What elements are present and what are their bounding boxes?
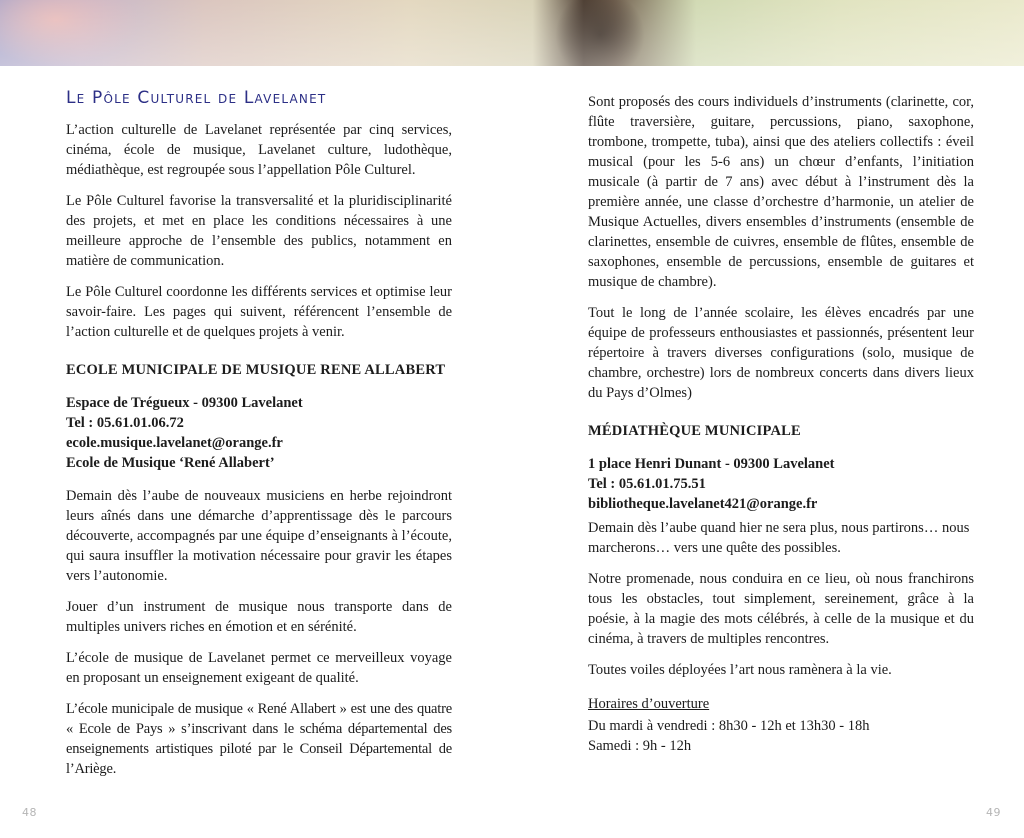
library-phone[interactable]: Tel : 05.61.01.75.51 <box>588 476 706 492</box>
library-contact <box>588 454 974 514</box>
library-paragraph: Toutes voiles déployées l’art nous ramènera à la vie. <box>588 662 892 678</box>
music-school-paragraph: L’école de musique de Lavelanet permet ce merveilleux voyage en proposant un enseignement exigeant de qualité. <box>66 650 452 686</box>
opening-hours-title: Horaires d’ouverture <box>588 696 710 712</box>
header-banner-image <box>0 0 1024 66</box>
music-school-paragraph: Demain dès l’aube de nouveaux musiciens en herbe rejoindront leurs aînés dans une démarche d’apprentissage dès le parcours découverte, accompagnés par une équipe d’enseignants à l’écoute, qui saura insuffler la motivation nécessaire pour gravir les étapes vers l’autonomie. <box>66 488 452 584</box>
music-school-address: Espace de Trégueux - 09300 Lavelanet <box>66 395 303 411</box>
music-school-email[interactable]: ecole.musique.lavelanet@orange.fr <box>66 435 283 451</box>
intro-paragraph: Le Pôle Culturel favorise la transversalité et la pluridisciplinarité des projets, et met en place les conditions nécessaires à une meilleure approche de l’ensemble des publics, notamment en matière de communication. <box>66 193 452 269</box>
page-title: Le Pôle Culturel de Lavelanet <box>66 88 327 108</box>
right-page-column <box>588 92 974 756</box>
library-paragraph: Demain dès l’aube quand hier ne sera plus, nous partirons… nous marcherons… vers une quête des possibles. <box>588 520 970 556</box>
courses-paragraph: Sont proposés des cours individuels d’instruments (clarinette, cor, flûte traversière, guitare, percussions, piano, saxophone, trombone, trompette, tuba), ainsi que des ateliers collectifs : éveil musical (pour les 5-6 ans) un chœur d’enfants, l’initiation musicale (à partir de 7 ans) avec début à l’instrument dès la première année, une classe d’orchestre d’harmonie, un atelier de Musique Actuelles, divers ensembles d’instruments (ensemble de clarinettes, ensemble de cuivres, ensemble de flûtes, ensemble de saxophones, ensemble de percussions, ensemble de guitares et musique de chambre). <box>588 94 974 290</box>
opening-hours-weekdays: Du mardi à vendredi : 8h30 - 12h et 13h30 - 18h <box>588 718 870 734</box>
banner-haze <box>0 0 1024 66</box>
music-school-heading: ECOLE MUNICIPALE DE MUSIQUE RENE ALLABERT <box>66 362 446 378</box>
music-school-phone[interactable]: Tel : 05.61.01.06.72 <box>66 415 184 431</box>
page-number-left: 48 <box>22 806 37 819</box>
opening-hours-saturday: Samedi : 9h - 12h <box>588 738 692 754</box>
music-school-paragraph: Jouer d’un instrument de musique nous transporte dans de multiples univers riches en émotion et en sérénité. <box>66 599 452 635</box>
intro-paragraph: Le Pôle Culturel coordonne les différents services et optimise leur savoir-faire. Les pages qui suivent, référencent l’ensemble de l’action culturelle et de quelques projets à venir. <box>66 284 452 340</box>
library-email[interactable]: bibliotheque.lavelanet421@orange.fr <box>588 496 818 512</box>
music-school-paragraph: L’école municipale de musique « René Allabert » est une des quatre « Ecole de Pays » s’inscrivant dans le schéma départemental des enseignements artistiques piloté par le Conseil Départemental de l’Ariège. <box>66 701 452 777</box>
concerts-paragraph: Tout le long de l’année scolaire, les élèves encadrés par une équipe de professeurs enthousiastes et passionnés, présentent leur répertoire à travers diverses configurations (solo, musique de chambre, orchestre) lors de nombreux concerts dans divers lieux du Pays d’Olmes) <box>588 305 974 401</box>
left-page-column <box>66 88 452 790</box>
page-number-right: 49 <box>986 806 1001 819</box>
library-address: 1 place Henri Dunant - 09300 Lavelanet <box>588 456 835 472</box>
music-school-contact <box>66 393 452 473</box>
library-paragraph: Notre promenade, nous conduira en ce lieu, où nous franchirons tous les obstacles, tout simplement, sereinement, grâce à la poésie, à la magie des mots célébrés, à celle de la musique et du cinéma, à travers de multiples rencontres. <box>588 571 974 647</box>
intro-paragraph: L’action culturelle de Lavelanet représentée par cinq services, cinéma, école de musique, Lavelanet culture, ludothèque, médiathèque, est regroupée sous l’appellation Pôle Culturel. <box>66 122 452 178</box>
music-school-name: Ecole de Musique ‘René Allabert’ <box>66 455 275 471</box>
library-heading: MÉDIATHÈQUE MUNICIPALE <box>588 423 801 439</box>
